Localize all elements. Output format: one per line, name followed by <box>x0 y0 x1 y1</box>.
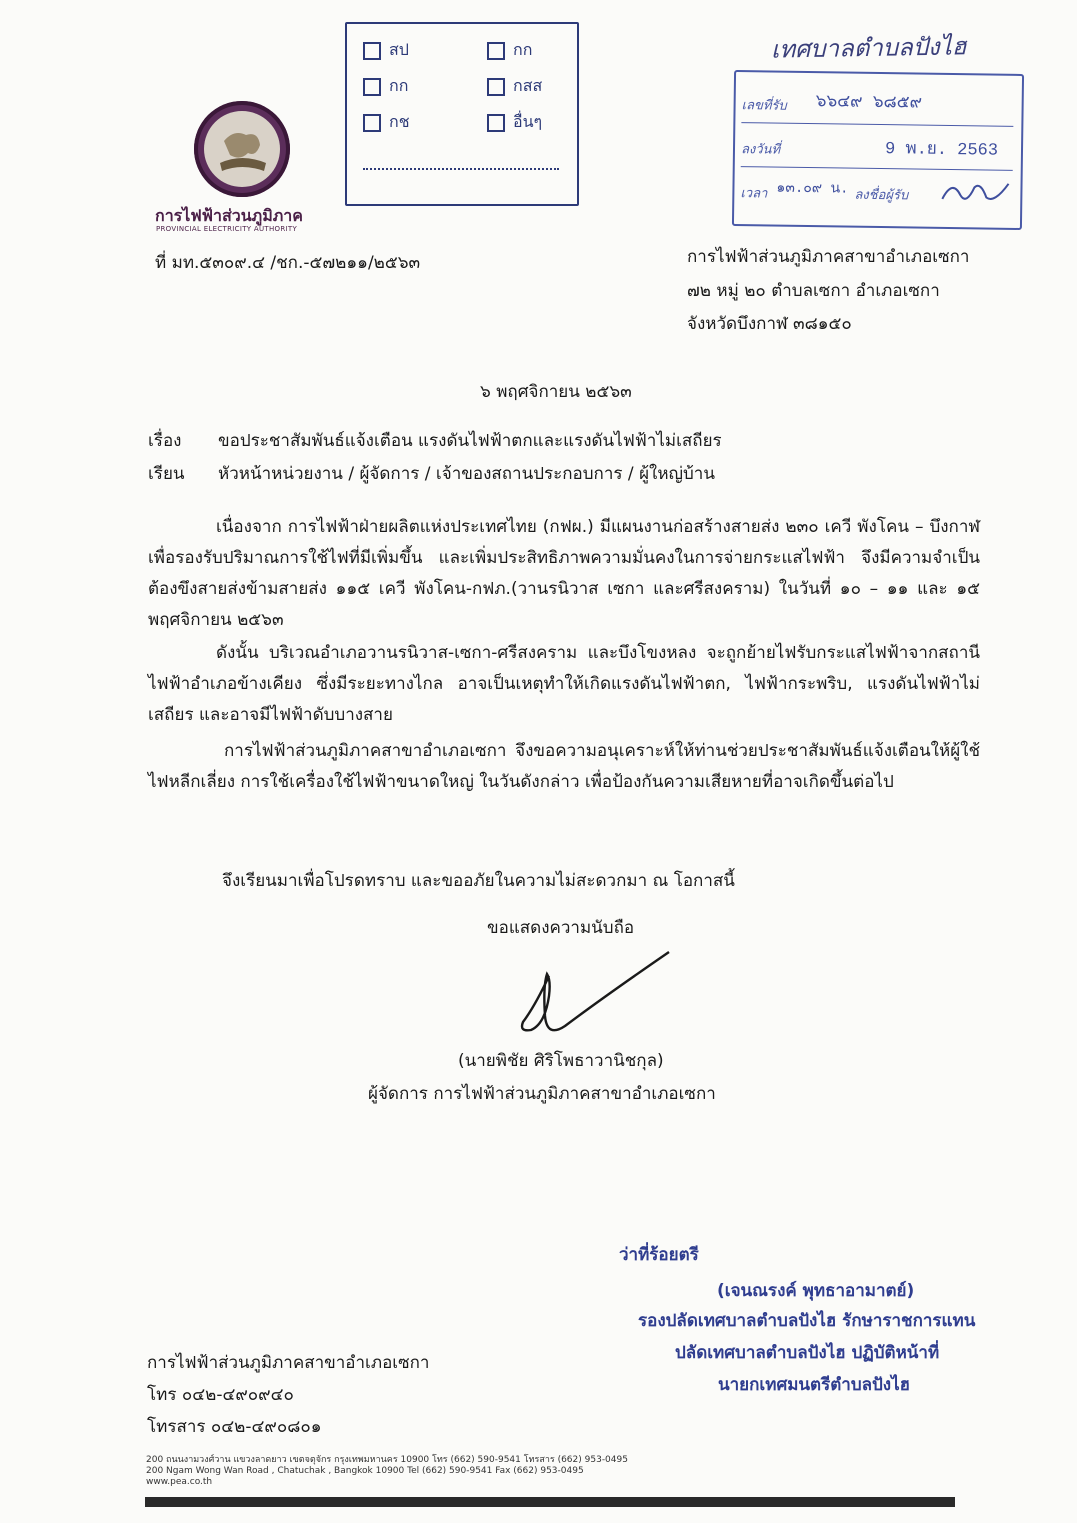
receiver-signature-icon <box>938 175 1012 210</box>
receipt-stamp <box>732 70 1024 230</box>
stamp-label-receiver: ลงชื่อผู้รับ <box>854 187 909 204</box>
closing-text: จึงเรียนมาเพื่อโปรดทราบ และขออภัยในความไม่สะดวกมา ณ โอกาสนี้ <box>222 871 735 891</box>
routing-item: สป <box>363 38 409 63</box>
routing-item: กสส <box>487 74 542 99</box>
routing-item: กก <box>363 74 408 99</box>
body-paragraph: การไฟฟ้าส่วนภูมิภาคสาขาอำเภอเซกา จึงขอความอนุเคราะห์ให้ท่านช่วยประชาสัมพันธ์แจ้งเตือนให้ผู้ใช้ไฟหลีกเลี่ยง การใช้เครื่องใช้ไฟฟ้าขนาดใหญ่ ในวันดังกล่าว เพื่อป้องกันความเสียหายที่อาจเกิดขึ้นต่อไป <box>148 741 980 792</box>
checkbox-icon <box>363 114 381 132</box>
signature-icon <box>505 946 675 1046</box>
to-label: เรียน <box>148 464 185 484</box>
org-name-th: การไฟฟ้าส่วนภูมิภาค <box>155 206 303 225</box>
routing-item: อื่นๆ <box>487 110 542 135</box>
routing-item: กช <box>363 110 410 135</box>
sender-address-line2: ๗๒ หมู่ ๒๐ ตำบลเซกา อำเภอเซกา <box>687 281 940 301</box>
stamp-label-received-no: เลขที่รับ <box>741 98 787 114</box>
endorsement-line4: ปลัดเทศบาลตำบลปังไฮ ปฏิบัติหน้าที่ <box>675 1343 940 1363</box>
stamp-date: 9 พ.ย. 2563 <box>884 140 999 161</box>
contact-fax: โทรสาร ๐๔๒-๔๙๐๘๐๑ <box>147 1417 322 1437</box>
body-paragraph: เนื่องจาก การไฟฟ้าฝ่ายผลิตแห่งประเทศไทย (กฟผ.) มีแผนงานก่อสร้างสายส่ง ๒๓๐ เควี พังโคน – บึงกาฬ เพื่อรองรับปริมาณการใช้ไฟที่มีเพิ่มขึ้น และเพิ่มประสิทธิภาพความมั่นคงในการจ่ายกระแสไฟฟ้า จึงมีความจำเป็นต้องขึงสายส่งข้ามสายส่ง ๑๑๕ เควี พังโคน-กฟภ.(วานรนิวาส เซกา และศรีสงคราม) ในวันที่ ๑๐ – ๑๑ และ ๑๕ พฤศจิกายน ๒๕๖๓ <box>148 517 980 630</box>
stamp-time: ๑๓.๐๙ น. <box>776 180 849 198</box>
stamp-label-date: ลงวันที่ <box>740 142 781 158</box>
endorsement-line5: นายกเทศมนตรีตำบลปังไฮ <box>718 1375 911 1395</box>
handwritten-title: เทศบาลตำบลปังไฮ <box>770 32 967 64</box>
contact-office: การไฟฟ้าส่วนภูมิภาคสาขาอำเภอเซกา <box>147 1353 430 1373</box>
stamp-received-no: ๖๖๔๙ ๖๘๕๙ <box>815 93 923 114</box>
body-paragraph: ดังนั้น บริเวณอำเภอวานรนิวาส-เซกา-ศรีสงคราม และบึงโขงหลง จะถูกย้ายไฟรับกระแสไฟฟ้าจากสถานีไฟฟ้าอำเภอข้างเคียง ซึ่งมีระยะทางไกล อาจเป็นเหตุทำให้เกิดแรงดันไฟฟ้าตก, ไฟฟ้ากระพริบ, แรงดันไฟฟ้าไม่เสถียร และอาจมีไฟฟ้าดับบางสาย <box>148 643 980 725</box>
signer-name: (นายพิชัย ศิริโพธาวานิชกุล) <box>458 1051 664 1071</box>
footer-bar <box>145 1497 955 1507</box>
checkbox-icon <box>363 78 381 96</box>
footer-website: www.pea.co.th <box>146 1477 213 1487</box>
regards-text: ขอแสดงความนับถือ <box>487 918 635 938</box>
subject-text: ขอประชาสัมพันธ์แจ้งเตือน แรงดันไฟฟ้าตกและแรงดันไฟฟ้าไม่เสถียร <box>218 431 722 451</box>
routing-item: กก <box>487 38 532 63</box>
routing-stamp-box <box>345 22 579 206</box>
endorsement-line1: ว่าที่ร้อยตรี <box>619 1245 699 1265</box>
checkbox-icon <box>487 114 505 132</box>
letter-date: ๖ พฤศจิกายน ๒๕๖๓ <box>480 382 632 402</box>
routing-dotted-line <box>363 168 559 170</box>
checkbox-icon <box>487 78 505 96</box>
pea-emblem-icon <box>194 101 290 197</box>
checkbox-icon <box>363 42 381 60</box>
stamp-label-time: เวลา <box>740 186 768 202</box>
sender-address-line1: การไฟฟ้าส่วนภูมิภาคสาขาอำเภอเซกา <box>687 247 970 267</box>
contact-phone: โทร ๐๔๒-๔๙๐๙๔๐ <box>147 1385 294 1405</box>
to-text: หัวหน้าหน่วยงาน / ผู้จัดการ / เจ้าของสถานประกอบการ / ผู้ใหญ่บ้าน <box>218 464 715 484</box>
sender-address-line3: จังหวัดบึงกาฬ ๓๘๑๕๐ <box>687 314 852 334</box>
footer-address-en: 200 Ngam Wong Wan Road , Chatuchak , Bangkok 10900 Tel (662) 590-9541 Fax (662) 953-0495 <box>146 1466 584 1476</box>
endorsement-line2: (เจนณรงค์ พุทธาอามาตย์) <box>717 1281 915 1301</box>
org-name-en: PROVINCIAL ELECTRICITY AUTHORITY <box>156 225 298 233</box>
endorsement-line3: รองปลัดเทศบาลตำบลปังไฮ รักษาราชการแทน <box>638 1311 976 1331</box>
checkbox-icon <box>487 42 505 60</box>
subject-label: เรื่อง <box>148 431 182 451</box>
footer-address-th: 200 ถนนงามวงศ์วาน แขวงลาดยาว เขตจตุจักร กรุงเทพมหานคร 10900 โทร (662) 590-9541 โทรสาร (662) 953-0495 <box>146 1455 628 1465</box>
signer-title: ผู้จัดการ การไฟฟ้าส่วนภูมิภาคสาขาอำเภอเซกา <box>368 1084 716 1104</box>
reference-number: ที่ มท.๕๓๐๙.๔ /ชก.-๕๗๒๑๑/๒๕๖๓ <box>155 253 421 273</box>
